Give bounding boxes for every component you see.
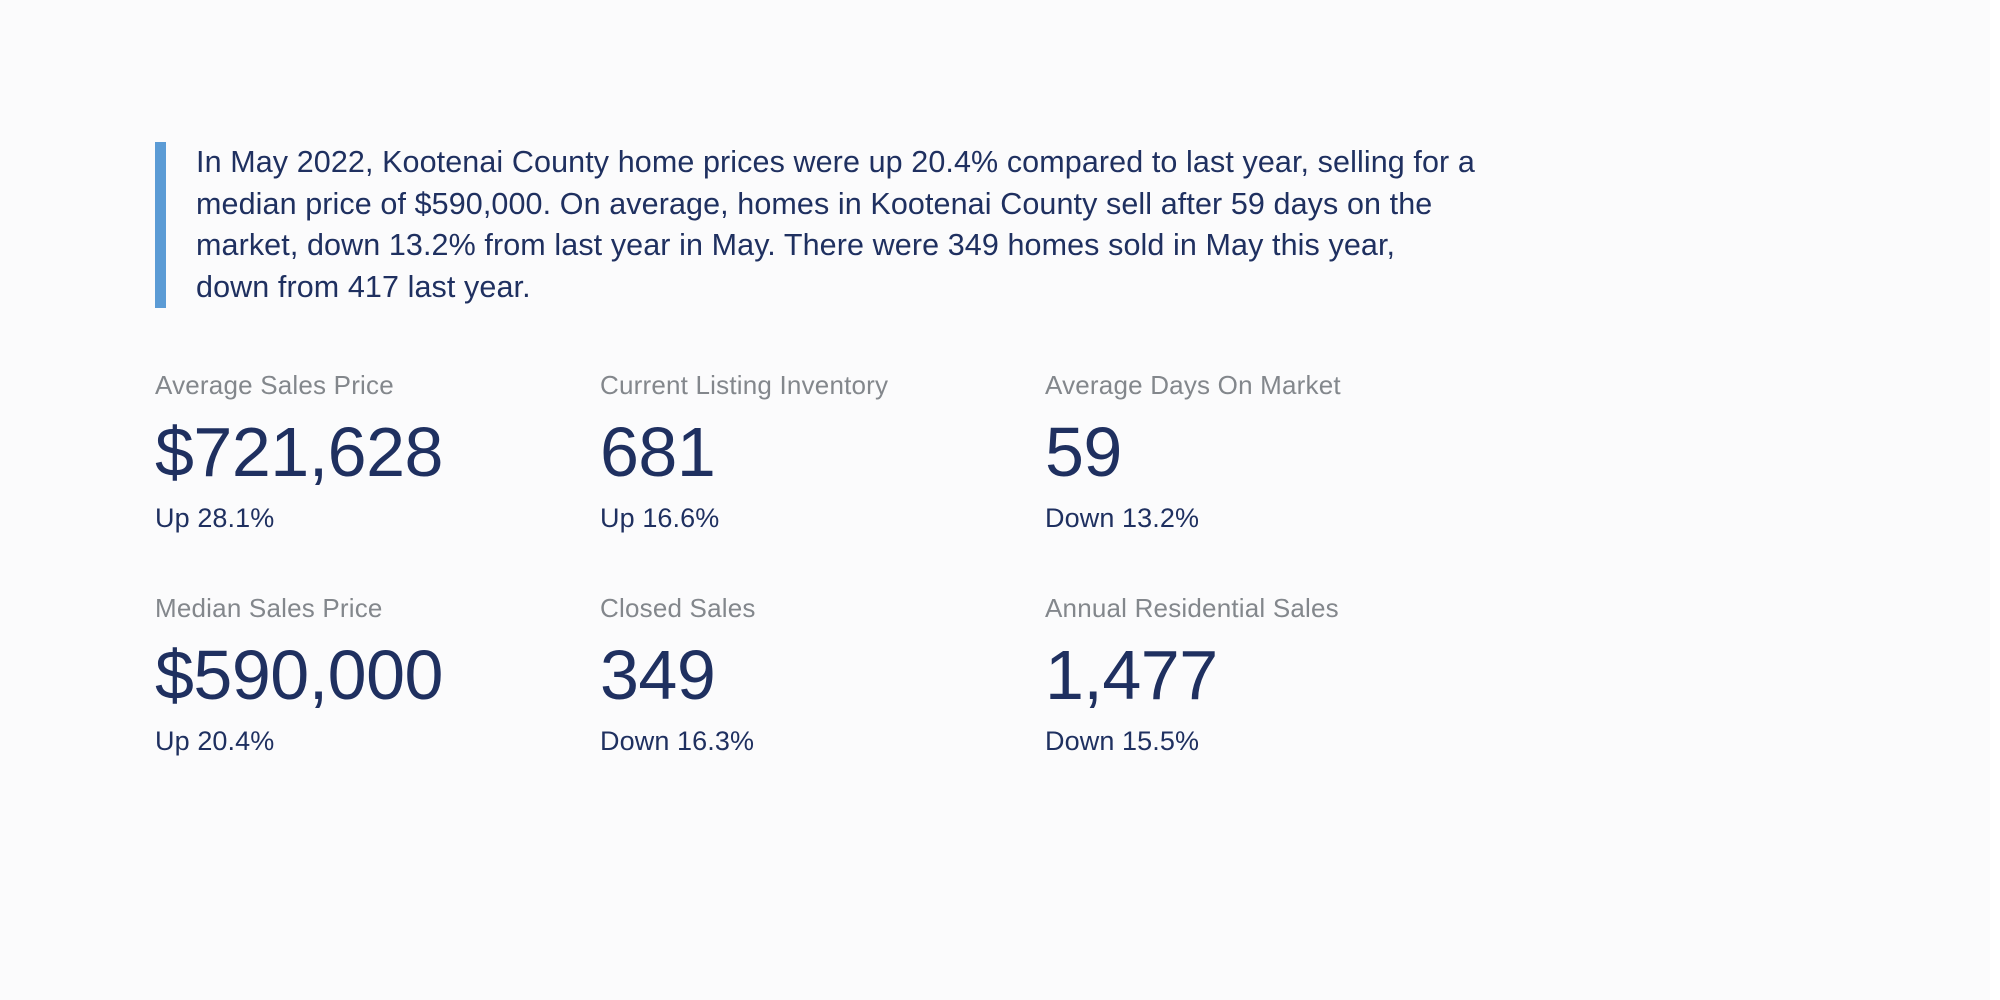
stats-row	[155, 370, 1555, 534]
stats-grid	[155, 370, 1555, 757]
stat-value: 59	[1045, 413, 1122, 491]
stat-change: Down 13.2%	[1045, 503, 1200, 533]
stat-change: Down 15.5%	[1045, 726, 1200, 756]
stat-value: 1,477	[1045, 636, 1218, 714]
accent-bar	[155, 142, 166, 308]
stat-average-sales-price	[155, 370, 600, 534]
stat-label: Average Days On Market	[1045, 370, 1341, 400]
market-summary-text: In May 2022, Kootenai County home prices were up 20.4% compared to last year, selling for a median price of $590,000. On average, homes in Kootenai County sell after 59 days on the market, down 13.2% from last year in May. There were 349 homes sold in May this year, down from 417 last year.	[196, 145, 1475, 304]
stat-value: $590,000	[155, 636, 443, 714]
stat-value: $721,628	[155, 413, 443, 491]
stat-label: Closed Sales	[600, 593, 756, 623]
stats-row	[155, 593, 1555, 757]
stat-change: Up 20.4%	[155, 726, 275, 756]
page-right-margin	[1990, 0, 2000, 1000]
stat-value: 349	[600, 636, 716, 714]
stat-current-listing-inventory	[600, 370, 1045, 534]
stat-label: Median Sales Price	[155, 593, 383, 623]
stat-annual-residential-sales	[1045, 593, 1490, 757]
stat-change: Up 16.6%	[600, 503, 720, 533]
stat-median-sales-price	[155, 593, 600, 757]
stat-change: Up 28.1%	[155, 503, 275, 533]
stat-change: Down 16.3%	[600, 726, 755, 756]
stat-label: Current Listing Inventory	[600, 370, 889, 400]
stat-label: Average Sales Price	[155, 370, 394, 400]
stat-label: Annual Residential Sales	[1045, 593, 1339, 623]
market-summary-blockquote	[155, 142, 1475, 308]
stat-value: 681	[600, 413, 716, 491]
stat-average-days-on-market	[1045, 370, 1490, 534]
stat-closed-sales	[600, 593, 1045, 757]
